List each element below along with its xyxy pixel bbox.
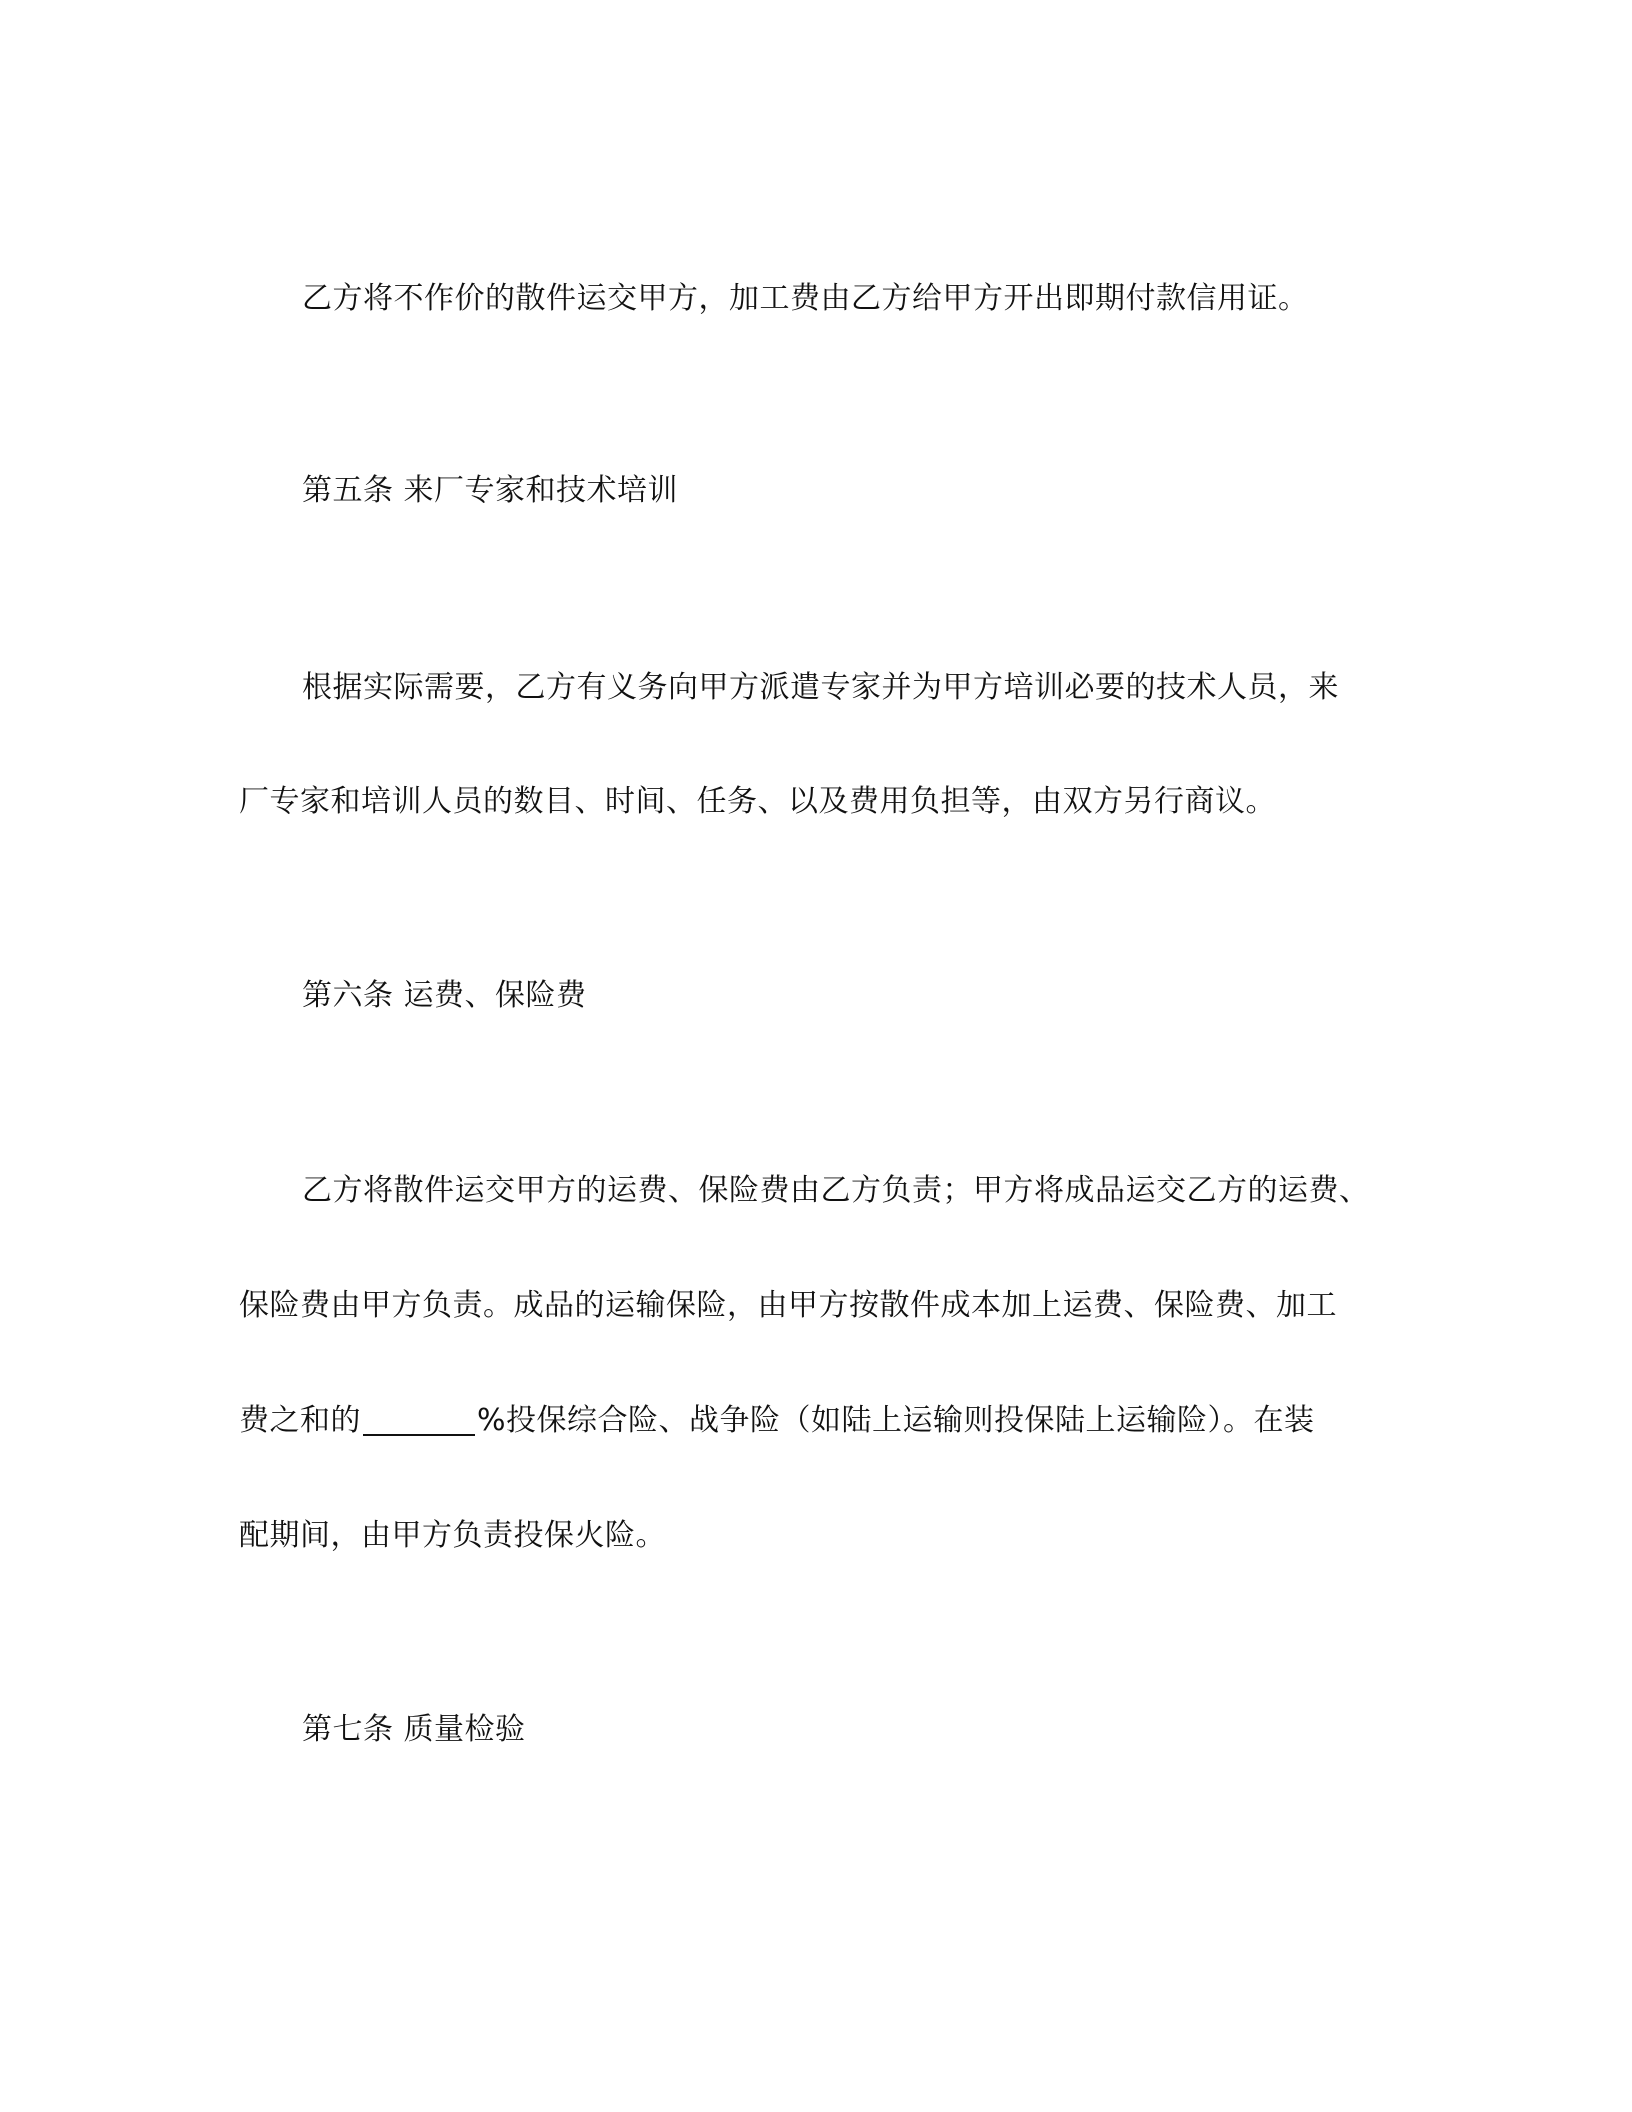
article-6-heading: 第六条 运费、保险费 xyxy=(302,978,587,1013)
article-5-line-1: 根据实际需要，乙方有义务向甲方派遣专家并为甲方培训必要的技术人员，来 xyxy=(302,670,1339,705)
article-6-line-3 xyxy=(239,1401,1315,1441)
article-6-line-2: 保险费由甲方负责。成品的运输保险，由甲方按散件成本加上运费、保险费、加工 xyxy=(239,1288,1337,1323)
article-5-heading: 第五条 来厂专家和技术培训 xyxy=(302,473,679,508)
article-5-line-2: 厂专家和培训人员的数目、时间、任务、以及费用负担等，由双方另行商议。 xyxy=(239,784,1276,819)
article-7-heading: 第七条 质量检验 xyxy=(302,1712,526,1747)
fill-in-blank xyxy=(363,1404,475,1436)
article-6-line-4: 配期间，由甲方负责投保火险。 xyxy=(239,1518,666,1553)
article-6-line-1: 乙方将散件运交甲方的运费、保险费由乙方负责；甲方将成品运交乙方的运费、 xyxy=(302,1173,1370,1208)
article-6-line-3-after-blank: %投保综合险、战争险（如陆上运输则投保陆上运输险）。在装 xyxy=(477,1403,1315,1438)
paragraph-1-line-1: 乙方将不作价的散件运交甲方，加工费由乙方给甲方开出即期付款信用证。 xyxy=(302,281,1309,316)
article-6-line-3-before-blank: 费之和的 xyxy=(239,1403,361,1438)
